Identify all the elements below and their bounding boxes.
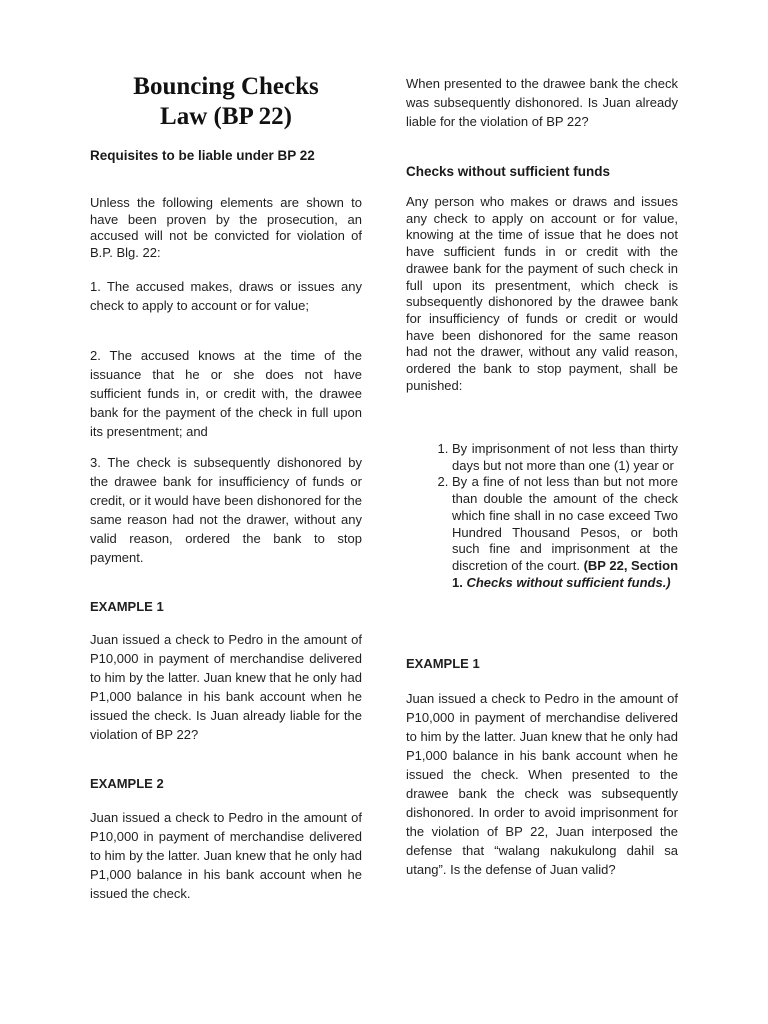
- example2-continuation: When presented to the drawee bank the check was subsequently dishonored. Is Juan already liable for the violation of BP 22?: [406, 76, 678, 129]
- document-title-line1: Bouncing Checks: [133, 73, 319, 100]
- legal-citation: (BP 22, Section 1. Checks without sufficient funds.): [452, 557, 679, 590]
- punishment-list: [406, 441, 678, 591]
- requisite-item-2: 2. The accused knows at the time of the issuance that he or she does not have sufficient funds in, or credit with, the drawee bank for the payment of the check in full upon its presentment; and: [90, 348, 362, 439]
- document-title-line2: Law (BP 22): [160, 103, 292, 130]
- requisites-heading: Requisites to be liable under BP 22: [90, 148, 315, 163]
- punishment-item-2: 2. By a fine of not less than but not more than double the amount of the check which fine shall in no case exceed Two Hundred Thousand Pesos, or both such fine and imprisonment at the discretion of the court. (BP 22, Section 1. Checks without sufficient funds.): [452, 474, 678, 591]
- insufficient-funds-body: Any person who makes or draws and issues any check to apply on account or for value, knowing at the time of issue that he does not have sufficient funds in or credit with the drawee bank for the payment of such check in full upon its presentment, which check is subsequently dishonored by the drawee bank for insufficiency of funds or credit or would have been dishonored for the same reason had not the drawer, without any valid reason, ordered the bank to stop payment, shall be punished:: [406, 194, 678, 393]
- punishment-item-1: 1. By imprisonment of not less than thirty days but not more than one (1) year or: [452, 441, 678, 474]
- example2-text: Juan issued a check to Pedro in the amount of P10,000 in payment of merchandise delivered to him by the latter. Juan knew that he only had P1,000 balance in his bank account when he issued the check.: [90, 810, 362, 901]
- example2-label: EXAMPLE 2: [90, 776, 164, 791]
- requisite-item-1: 1. The accused makes, draws or issues any check to apply to account or for value;: [90, 279, 362, 313]
- left-example1-label: EXAMPLE 1: [90, 599, 164, 614]
- requisite-item-3: 3. The check is subsequently dishonored by the drawee bank for insufficiency of funds or credit, or it would have been dishonored for the same reason had not the drawer, without any valid reason, ordered the bank to stop payment.: [90, 455, 362, 565]
- document-title: [90, 72, 362, 132]
- right-example1-text: Juan issued a check to Pedro in the amount of P10,000 in payment of merchandise delivered to him by the latter. Juan knew that he only had P1,000 balance in his bank account when he issued the check. When presented to the drawee bank the check was subsequently dishonored. In order to avoid imprisonment for the violation of BP 22, Juan interposed the defense that “walang nakukulong dahil sa utang”. Is the defense of Juan valid?: [406, 691, 678, 877]
- insufficient-funds-heading: Checks without sufficient funds: [406, 164, 611, 179]
- requisites-intro: Unless the following elements are shown to have been proven by the prosecution, an accused will not be convicted for violation of B.P. Blg. 22:: [90, 195, 362, 261]
- right-example1-label: EXAMPLE 1: [406, 656, 480, 671]
- left-example1-text: Juan issued a check to Pedro in the amount of P10,000 in payment of merchandise delivered to him by the latter. Juan knew that he only had P1,000 balance in his bank account when he issued the check. Is Juan already liable for the violation of BP 22?: [90, 632, 362, 742]
